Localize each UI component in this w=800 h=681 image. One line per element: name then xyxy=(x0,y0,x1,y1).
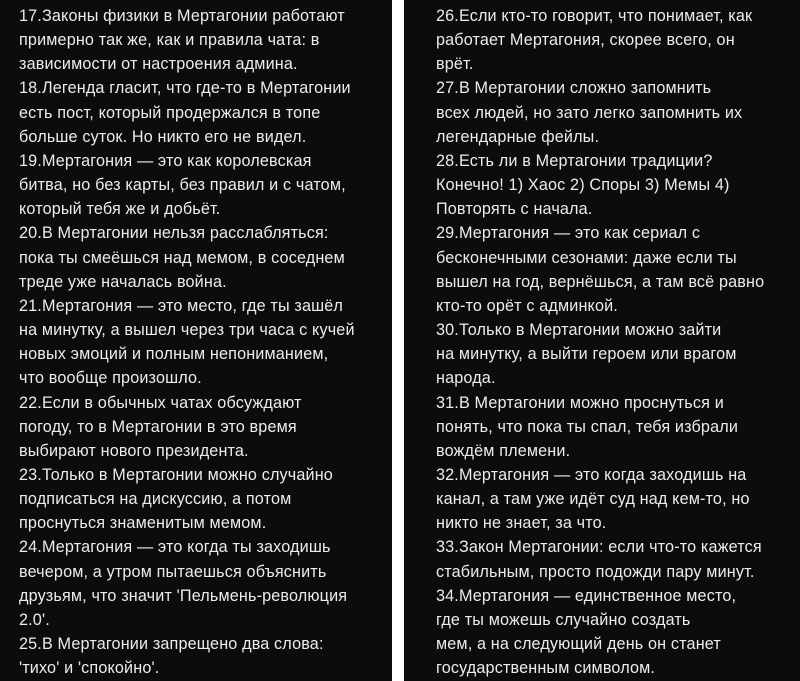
text-line: стабильным, просто подожди пару минут. xyxy=(436,562,755,581)
text-line: 33.Закон Мертагонии: если что-то кажется xyxy=(436,538,762,557)
text-line: проснуться знаменитым мемом. xyxy=(19,514,267,533)
left-text-panel xyxy=(0,0,392,681)
left-text-lines xyxy=(19,4,392,680)
text-line: 34.Мертагония — единственное место, xyxy=(436,586,737,605)
text-line: примерно так же, как и правила чата: в xyxy=(19,31,320,50)
text-line: на минутку, а вышел через три часа с кучей xyxy=(19,321,355,340)
text-line: на минутку, а выйти героем или врагом xyxy=(436,345,737,364)
text-line: выбирают нового президента. xyxy=(19,441,249,460)
text-line: народа. xyxy=(436,369,496,388)
text-line: вечером, а утром пытаешься объяснить xyxy=(19,562,327,581)
text-line: 17.Законы физики в Мертагонии работают xyxy=(19,7,345,25)
text-line: 22.Если в обычных чатах обсуждают xyxy=(19,393,302,412)
text-line: государственным символом. xyxy=(436,659,656,678)
right-text-panel xyxy=(404,0,800,681)
text-line: канал, а там уже идёт суд над кем-то, но xyxy=(436,490,750,509)
text-line: погоду, то в Мертагонии в это время xyxy=(19,417,297,436)
text-line: 20.В Мертагонии нельзя расслабляться: xyxy=(19,224,329,243)
text-line: вождём племени. xyxy=(436,441,571,460)
text-line: который тебя же и добьёт. xyxy=(19,200,221,219)
text-line: 27.В Мертагонии сложно запомнить xyxy=(436,79,712,98)
text-line: 21.Мертагония — это место, где ты зашёл xyxy=(19,296,344,315)
text-line: 29.Мертагония — это как сериал с xyxy=(436,224,701,243)
right-text-lines xyxy=(436,4,800,680)
text-line: мем, а на следующий день он станет xyxy=(436,635,721,654)
text-line: работает Мертагония, скорее всего, он xyxy=(436,31,735,50)
text-line: кто-то орёт с админкой. xyxy=(436,296,618,315)
text-line: никто не знает, за что. xyxy=(436,514,607,533)
text-line: 19.Мертагония — это как королевская xyxy=(19,151,312,170)
text-line: друзьям, что значит 'Пельмень-революция xyxy=(19,586,348,605)
text-line: 24.Мертагония — это когда ты заходишь xyxy=(19,538,331,557)
text-line: Конечно! 1) Хаос 2) Споры 3) Мемы 4) xyxy=(436,176,730,195)
text-line: 23.Только в Мертагонии можно случайно xyxy=(19,465,333,484)
text-line: новых эмоций и полным непониманием, xyxy=(19,345,329,364)
text-line: 28.Есть ли в Мертагонии традиции? xyxy=(436,151,713,170)
text-line: 30.Только в Мертагонии можно зайти xyxy=(436,321,722,340)
text-line: больше суток. Но никто его не видел. xyxy=(19,127,307,146)
text-line: бесконечными сезонами: даже если ты xyxy=(436,248,737,267)
text-line: битва, но без карты, без правил и с чатом, xyxy=(19,176,346,195)
text-line: 25.В Мертагонии запрещено два слова: xyxy=(19,635,324,654)
text-line: где ты можешь случайно создать xyxy=(436,610,691,629)
text-line: 26.Если кто-то говорит, что понимает, как xyxy=(436,7,753,25)
text-line: врёт. xyxy=(436,55,474,74)
text-line: подписаться на дискуссию, а потом xyxy=(19,490,292,509)
text-line: есть пост, который продержался в топе xyxy=(19,103,321,122)
text-line: что вообще произошло. xyxy=(19,369,202,388)
text-line: 2.0'. xyxy=(19,610,50,629)
text-line: 'тихо' и 'спокойно'. xyxy=(19,659,160,678)
text-line: легендарные фейлы. xyxy=(436,127,600,146)
text-line: треде уже началась война. xyxy=(19,272,227,291)
text-line: понять, что пока ты спал, тебя избрали xyxy=(436,417,739,436)
text-line: всех людей, но зато легко запомнить их xyxy=(436,103,743,122)
text-line: Повторять с начала. xyxy=(436,200,593,219)
text-line: вышел на год, вернёшься, а там всё равно xyxy=(436,272,765,291)
text-line: зависимости от настроения админа. xyxy=(19,55,298,74)
text-line: 31.В Мертагонии можно проснуться и xyxy=(436,393,724,412)
text-line: 18.Легенда гласит, что где-то в Мертагонии xyxy=(19,79,351,98)
text-line: пока ты смеёшься над мемом, в соседнем xyxy=(19,248,345,267)
text-line: 32.Мертагония — это когда заходишь на xyxy=(436,465,747,484)
